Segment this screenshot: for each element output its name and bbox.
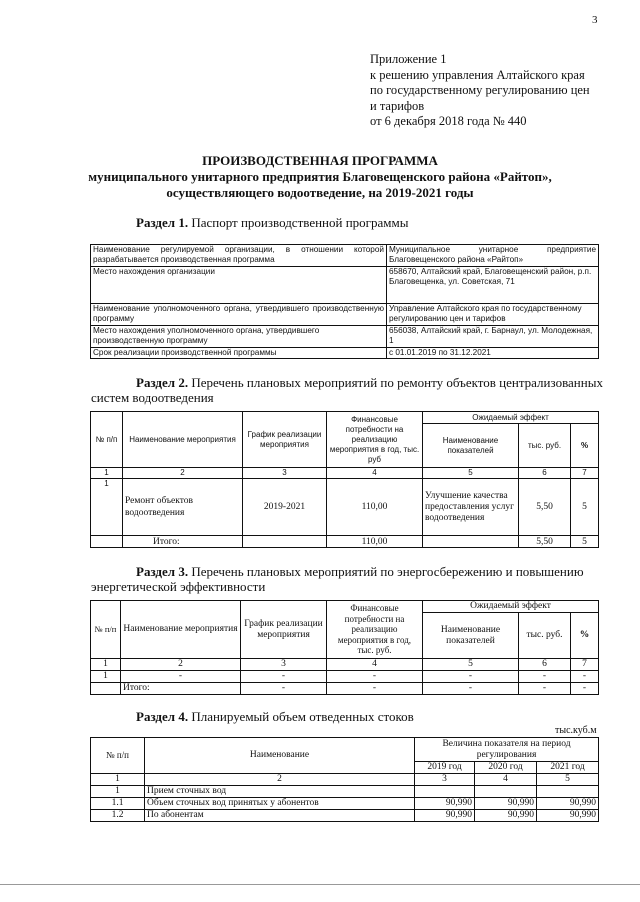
title-line: осуществляющего водоотведение, на 2019-2021 годы xyxy=(166,185,474,200)
cell-value: 90,990 xyxy=(537,810,599,822)
passport-value: 656038, Алтайский край, г. Барнаул, ул. Молодежная, 1 xyxy=(387,326,599,348)
header-pct: % xyxy=(571,424,599,468)
energy-table xyxy=(90,600,599,695)
page-bottom-divider xyxy=(0,884,640,885)
cell-value xyxy=(537,786,599,798)
section2-heading-cont: систем водоотведения xyxy=(91,390,214,405)
col-num: 4 xyxy=(475,774,537,786)
cell-value xyxy=(475,786,537,798)
appendix-line: по государственному регулированию цен xyxy=(370,83,590,97)
table-row xyxy=(91,304,599,326)
total-schedule: - xyxy=(241,683,327,695)
passport-key: Наименование уполномоченного органа, утвердившего производственную программу xyxy=(91,304,387,326)
cell-name: - xyxy=(121,671,241,683)
section-title: Перечень плановых мероприятий по энергосбережению и повышению xyxy=(188,564,584,579)
total-thous: 5,50 xyxy=(519,536,571,548)
cell-name: По абонентам xyxy=(145,810,415,822)
header-thous: тыс. руб. xyxy=(519,424,571,468)
passport-table xyxy=(90,244,599,359)
appendix-line: от 6 декабря 2018 года № 440 xyxy=(370,114,527,128)
cell-name: Прием сточных вод xyxy=(145,786,415,798)
cell-empty xyxy=(91,536,123,548)
cell-pct: 5 xyxy=(571,479,599,536)
cell-num: 1.2 xyxy=(91,810,145,822)
header-name: Наименование мероприятия xyxy=(123,412,243,468)
section3-heading xyxy=(136,564,584,579)
table-row xyxy=(91,798,599,810)
col-num: 6 xyxy=(519,468,571,479)
table-header-row xyxy=(91,738,599,762)
header-pct: % xyxy=(571,613,599,659)
total-label: Итого: xyxy=(123,536,243,548)
passport-key: Место нахождения организации xyxy=(91,267,387,304)
cell-num: 1 xyxy=(91,786,145,798)
header-name: Наименование мероприятия xyxy=(121,601,241,659)
column-number-row xyxy=(91,774,599,786)
cell-indicator: Улучшение качества предоставления услуг водоотведения xyxy=(423,479,519,536)
table-row xyxy=(91,348,599,359)
cell-thous: - xyxy=(519,671,571,683)
passport-value: Управление Алтайского края по государственному регулированию цен и тарифов xyxy=(387,304,599,326)
col-num: 5 xyxy=(537,774,599,786)
cell-value: 90,990 xyxy=(415,810,475,822)
section-label: Раздел 2. xyxy=(136,375,189,390)
cell-name: Объем сточных вод принятых у абонентов xyxy=(145,798,415,810)
table-header-row xyxy=(91,601,599,613)
cell-value: 90,990 xyxy=(475,810,537,822)
passport-key: Место нахождения уполномоченного органа, утвердившего производственную программу xyxy=(91,326,387,348)
cell-value: 90,990 xyxy=(415,798,475,810)
title-line: муниципального унитарного предприятия Благовещенского района «Райтоп», xyxy=(88,169,552,184)
table-row xyxy=(91,267,599,304)
repair-table xyxy=(90,411,599,548)
passport-key: Срок реализации производственной программы xyxy=(91,348,387,359)
passport-value: 658670, Алтайский край, Благовещенский район, р.п. Благовещенка, ул. Советская, 71 xyxy=(387,267,599,304)
section4-heading xyxy=(136,709,414,725)
total-thous: - xyxy=(519,683,571,695)
unit-label: тыс.куб.м xyxy=(555,725,597,736)
appendix-header xyxy=(370,52,635,130)
total-finance: - xyxy=(327,683,423,695)
col-num: 2 xyxy=(121,659,241,671)
cell-finance: - xyxy=(327,671,423,683)
section-label: Раздел 1. xyxy=(136,215,189,230)
table-row xyxy=(91,326,599,348)
header-year: 2019 год xyxy=(415,762,475,774)
appendix-line: и тарифов xyxy=(370,98,425,113)
appendix-line: к решению управления Алтайского края xyxy=(370,67,585,82)
table-row xyxy=(91,479,599,536)
appendix-line: Приложение 1 xyxy=(370,52,447,66)
section1-heading xyxy=(136,215,408,231)
cell-num: 1 xyxy=(91,671,121,683)
cell-empty xyxy=(423,536,519,548)
cell-empty xyxy=(91,683,121,695)
total-label: Итого: xyxy=(121,683,241,695)
col-num: 2 xyxy=(123,468,243,479)
header-value: Величина показателя на период регулирования xyxy=(415,738,599,762)
col-num: 7 xyxy=(571,468,599,479)
section2-heading xyxy=(136,375,603,390)
section-title: Паспорт производственной программы xyxy=(188,215,409,230)
col-num: 1 xyxy=(91,774,145,786)
header-year: 2020 год xyxy=(475,762,537,774)
column-number-row xyxy=(91,468,599,479)
header-effect: Ожидаемый эффект xyxy=(423,412,599,424)
col-num: 4 xyxy=(327,659,423,671)
col-num: 3 xyxy=(415,774,475,786)
total-indicator: - xyxy=(423,683,519,695)
section-label: Раздел 4. xyxy=(136,709,189,724)
header-num: № п/п xyxy=(91,738,145,774)
title-line: ПРОИЗВОДСТВЕННАЯ ПРОГРАММА xyxy=(202,153,438,168)
col-num: 6 xyxy=(519,659,571,671)
cell-finance: 110,00 xyxy=(327,479,423,536)
header-indicator: Наименование показателей xyxy=(423,424,519,468)
cell-indicator: - xyxy=(423,671,519,683)
table-row xyxy=(91,245,599,267)
header-num: № п/п xyxy=(91,601,121,659)
section-label: Раздел 3. xyxy=(136,564,189,579)
table-row xyxy=(91,786,599,798)
col-num: 3 xyxy=(241,659,327,671)
col-num: 5 xyxy=(423,659,519,671)
cell-empty xyxy=(243,536,327,548)
col-num: 5 xyxy=(423,468,519,479)
passport-value: Муниципальное унитарное предприятие Благовещенского района «Райтоп» xyxy=(387,245,599,267)
total-row xyxy=(91,683,599,695)
cell-value: 90,990 xyxy=(537,798,599,810)
col-num: 3 xyxy=(243,468,327,479)
header-finance: Финансовые потребности на реализацию мероприятия в год, тыс. руб. xyxy=(327,601,423,659)
col-num: 2 xyxy=(145,774,415,786)
total-pct: - xyxy=(571,683,599,695)
cell-value: 90,990 xyxy=(475,798,537,810)
column-number-row xyxy=(91,659,599,671)
passport-value: с 01.01.2019 по 31.12.2021 xyxy=(387,348,599,359)
cell-value xyxy=(415,786,475,798)
cell-thous: 5,50 xyxy=(519,479,571,536)
table-row xyxy=(91,671,599,683)
total-row xyxy=(91,536,599,548)
section-title: Планируемый объем отведенных стоков xyxy=(188,709,414,724)
header-name: Наименование xyxy=(145,738,415,774)
header-year: 2021 год xyxy=(537,762,599,774)
col-num: 4 xyxy=(327,468,423,479)
header-finance: Финансовые потребности на реализацию мероприятия в год, тыс. руб xyxy=(327,412,423,468)
section3-heading-cont: энергетической эффективности xyxy=(91,579,266,594)
total-pct: 5 xyxy=(571,536,599,548)
header-thous: тыс. руб. xyxy=(519,613,571,659)
header-schedule: График реализации мероприятия xyxy=(243,412,327,468)
header-num: № п/п xyxy=(91,412,123,468)
header-effect: Ожидаемый эффект xyxy=(423,601,599,613)
passport-key: Наименование регулируемой организации, в отношении которой разрабатывается производственная программа xyxy=(91,245,387,267)
total-finance: 110,00 xyxy=(327,536,423,548)
section-title: Перечень плановых мероприятий по ремонту объектов централизованных xyxy=(188,375,603,390)
cell-schedule: - xyxy=(241,671,327,683)
table-row xyxy=(91,810,599,822)
table-header-row xyxy=(91,412,599,424)
document-title xyxy=(60,153,580,201)
col-num: 1 xyxy=(91,659,121,671)
cell-num: 1 xyxy=(91,479,123,536)
header-schedule: График реализации мероприятия xyxy=(241,601,327,659)
col-num: 7 xyxy=(571,659,599,671)
page-number: 3 xyxy=(592,14,598,26)
cell-name: Ремонт объектов водоотведения xyxy=(123,479,243,536)
col-num: 1 xyxy=(91,468,123,479)
cell-pct: - xyxy=(571,671,599,683)
volume-table xyxy=(90,737,599,822)
cell-num: 1.1 xyxy=(91,798,145,810)
cell-schedule: 2019-2021 xyxy=(243,479,327,536)
header-indicator: Наименование показателей xyxy=(423,613,519,659)
